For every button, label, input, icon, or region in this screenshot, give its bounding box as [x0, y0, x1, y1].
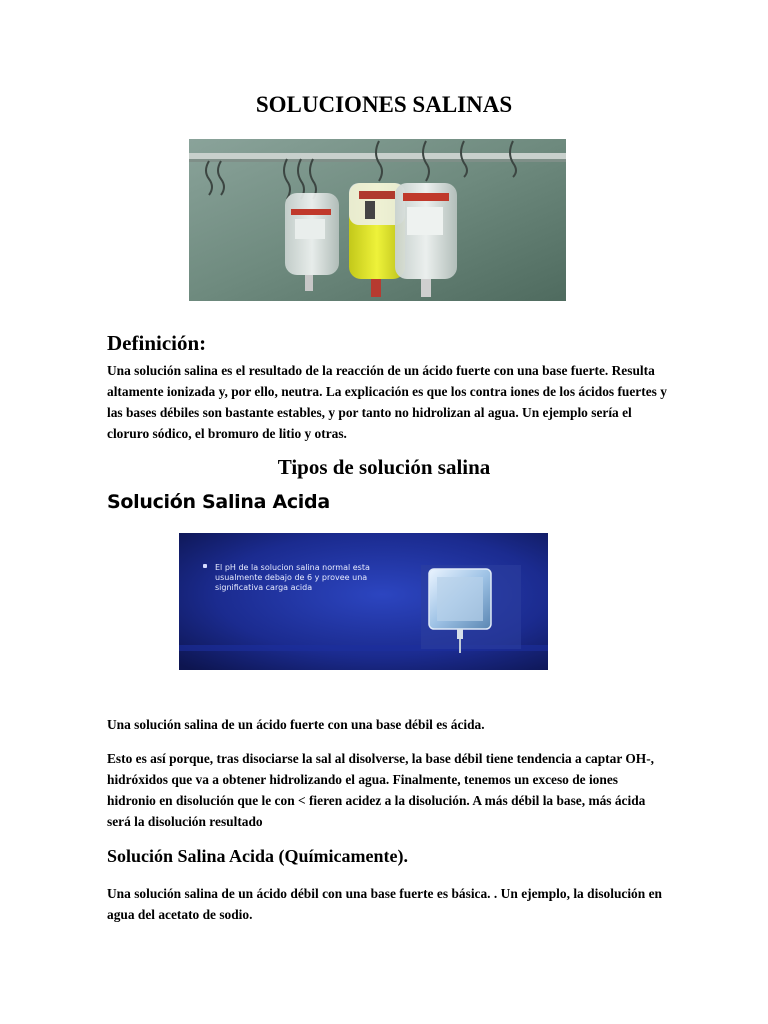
slide-background: [179, 533, 548, 670]
slide-text: El pH de la solucion salina normal esta usualmente debajo de 6 y provee una significativa carga acida: [215, 563, 370, 592]
bullet-icon: [203, 564, 207, 568]
types-heading: Tipos de solución salina: [277, 455, 491, 479]
definition-paragraph: Una solución salina es el resultado de la reacción de un ácido fuerte con una base fuerte. Resulta altamente ionizada y, por ello, neutra. La explicación es que los contra iones de los ácidos fuertes y las bases débiles son bastante estables, y por tanto no hidrolizan al agua. Un ejemplo sería el cloruro sódico, el bromuro de litio y otras.: [107, 363, 667, 441]
iv-bags-photo: [189, 139, 566, 301]
presentation-slide-image: [179, 533, 548, 670]
acid-paragraph-2: Esto es así porque, tras disociarse la sal al disolverse, la base débil tiene tendencia a captar OH-, hidróxidos que va a obtener hidrolizando el agua. Finalmente, tenemos un exceso de iones hidronio en disolución que le con < fieren acidez a la disolución. A más débil la base, más ácida será la disolución resultado: [107, 751, 655, 829]
acid-solution-heading: Solución Salina Acida: [107, 491, 330, 513]
chemical-paragraph: Una solución salina de un ácido débil con una base fuerte es básica. . Un ejemplo, la disolución en agua del acetato de sodio.: [107, 886, 662, 922]
document-title: SOLUCIONES SALINAS: [255, 92, 513, 117]
definition-heading: Definición:: [107, 331, 207, 355]
chemical-heading: Solución Salina Acida (Químicamente).: [107, 846, 409, 866]
acid-paragraph-1: Una solución salina de un ácido fuerte con una base débil es ácida.: [107, 717, 485, 732]
